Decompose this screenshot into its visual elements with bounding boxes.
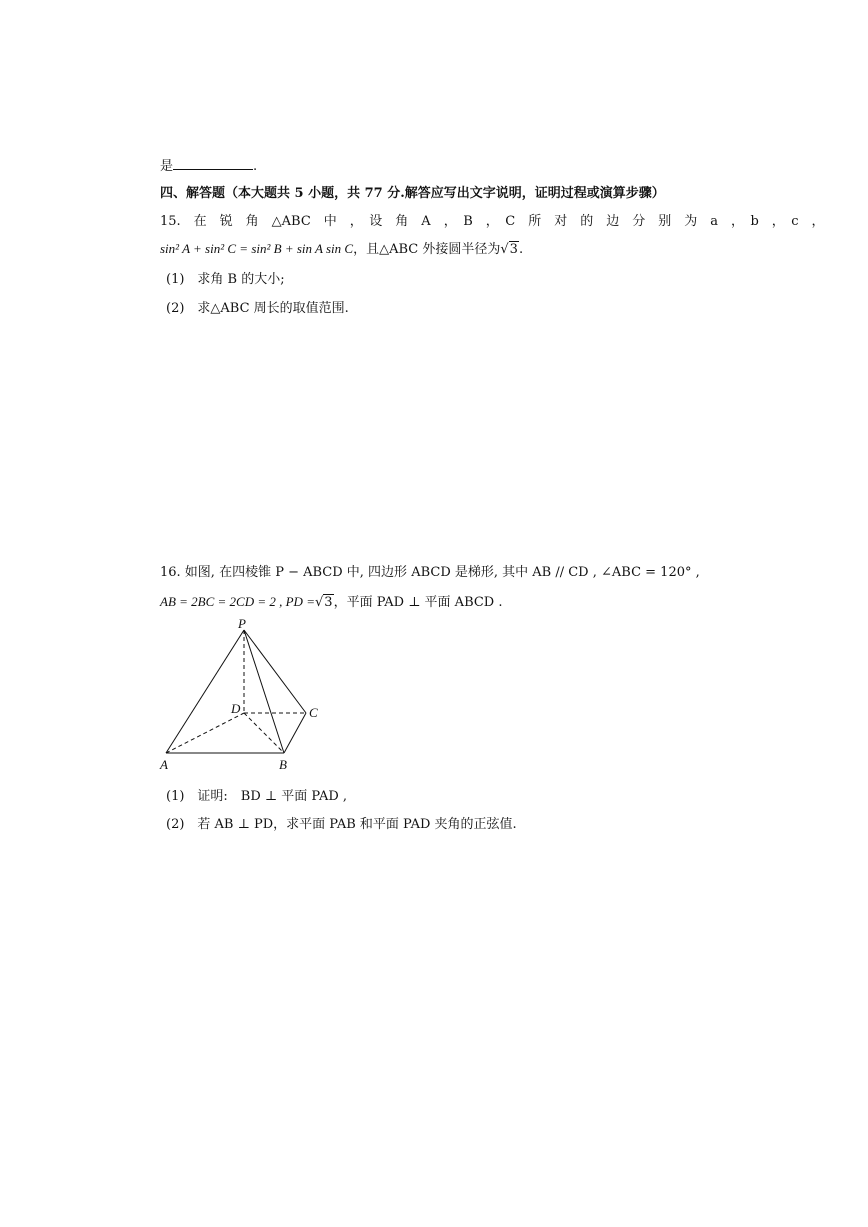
q15-line2 [160, 238, 523, 257]
q15-line1: 15. 在 锐 角 △ABC 中 ， 设 角 A ， B ， C 所 对 的 边 分 别 为 a ， b ， c ， [160, 214, 825, 229]
q15-line2-end: . [518, 242, 524, 257]
label-P: P [238, 616, 246, 631]
sqrt-3: √3 [314, 595, 333, 610]
q16-part2: (2) 若 AB ⊥ PD，求平面 PAB 和平面 PAD 夹角的正弦值. [166, 817, 517, 832]
q16-line2 [160, 591, 503, 610]
prev-tail-prefix: 是 [160, 159, 174, 174]
edge-PC [244, 630, 306, 713]
label-B: B [279, 757, 287, 772]
sqrt-3: √3 [500, 242, 518, 257]
q15-part2: (2) 求△ABC 周长的取值范围. [166, 301, 349, 316]
edge-PA [166, 630, 244, 753]
previous-question-tail [160, 155, 257, 174]
section-heading: 四、解答题（本大题共 5 小题，共 77 分.解答应写出文字说明，证明过程或演算步骤） [160, 186, 665, 201]
label-A: A [160, 757, 168, 772]
q15-part1: (1) 求角 B 的大小; [166, 272, 285, 287]
q16-plane-condition: ，平面 PAD ⊥ 平面 ABCD . [333, 595, 503, 610]
q16-condition: AB = 2BC = 2CD = 2 , PD = [160, 594, 315, 609]
edge-PB [244, 630, 284, 753]
prev-tail-suffix: . [253, 159, 258, 174]
q16-line1: 16. 如图, 在四棱锥 P − ABCD 中, 四边形 ABCD 是梯形, 其中 AB // CD , ∠ABC = 120° , [160, 565, 700, 580]
label-D: D [231, 701, 241, 716]
edge-BC [284, 713, 306, 753]
q16-part1: (1) 证明: BD ⊥ 平面 PAD , [166, 789, 348, 804]
edge-AD [166, 713, 244, 753]
q15-formula: sin² A + sin² C = sin² B + sin A sin C [160, 241, 354, 256]
pyramid-figure [156, 615, 336, 775]
q15-line2-text: ，且△ABC 外接圆半径为 [353, 242, 501, 257]
answer-blank [173, 157, 253, 170]
label-C: C [309, 705, 318, 720]
